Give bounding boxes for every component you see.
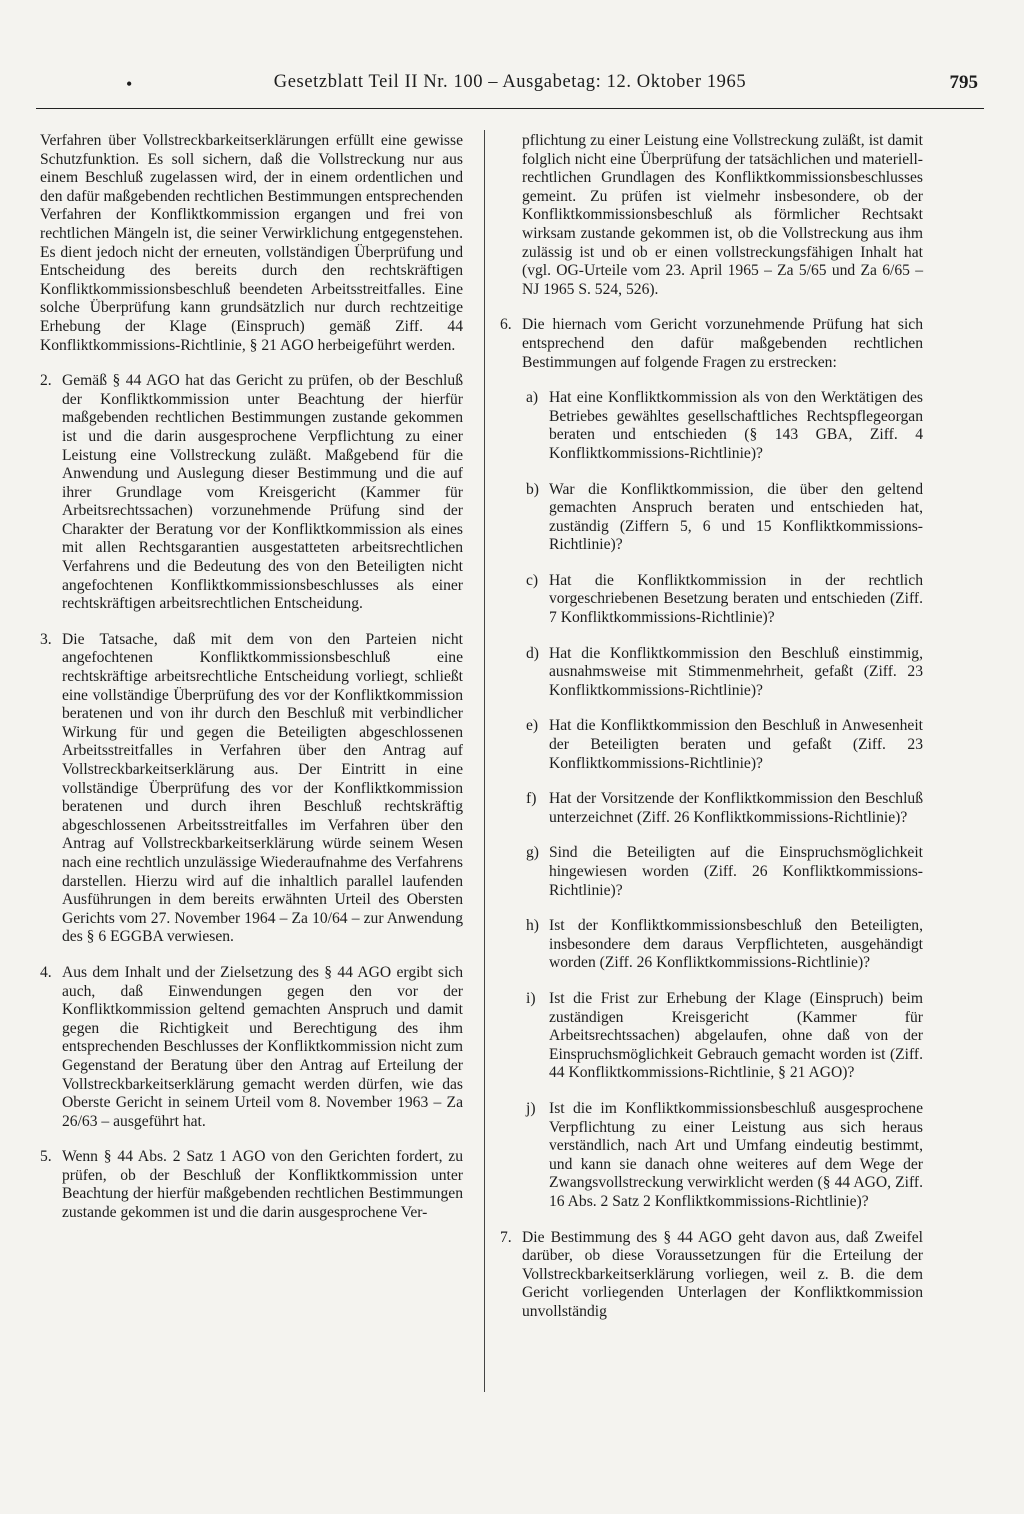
item-text: Die Tatsache, daß mit dem von den Parteien nicht angefochtenen Konfliktkommissionsbeschluß eine rechtskräftige arbeitsrechtliche Entscheidung vorliegt, schließt eine vollständige Überprüfung des vor der Konfliktkommission beratenen und von ihr durch den Beschluß mit verbindlicher Wirkung für und gegen die Beteiligten abgeschlossenen Arbeitsstreitfalles in Verfahren über den Antrag auf Vollstreckbarkeitserklärung aus. Der Eintritt in eine vollständige Überprüfung des vor der Konfliktkommission beratenen und durch ihren Beschluß rechtskräftig abgeschlossenen Arbeitsstreitfalles im Verfahren über den Antrag auf Vollstreckbarkeitserklärung würde seinem Wesen nach eine rechtlich unzulässige Wiederaufnahme des Verfahrens darstellen. Hierzu wird auf die inhaltlich parallel laufenden Ausführungen in dem bereits erwähnten Urteil des Obersten Gerichts vom 27. November 1964 – Za 10/64 – zur Anwendung des § 6 EGGBA verwiesen. bbox=[62, 630, 463, 946]
subitem-letter: a) bbox=[526, 389, 539, 407]
header-marker: • bbox=[126, 74, 133, 94]
item-number: 3. bbox=[40, 630, 52, 648]
item-number: 5. bbox=[40, 1148, 52, 1166]
column-divider bbox=[484, 130, 485, 1392]
item-text: Gemäß § 44 AGO hat das Gericht zu prüfen, ob der Beschluß der Konfliktkommission unter Beachtung der hierfür maßgebenden rechtlichen Bestimmungen zustande gekommen ist und die darin ausgesprochene Verpflichtung zu einer Leistung eine Vollstreckung zuläßt. Maßgebend für die Anwendung und Auslegung dieser Bestimmung und die auf ihrer Grundlage vom Kreisgericht (Kammer für Arbeitsrechtssachen) vorzunehmende Prüfung sind der Charakter der Beratung vor der Konfliktkommission als eines mit allen Rechtsgarantien ausgestatteten arbeitsrechtlichen Verfahrens und die Bedeutung des von den Beteiligten nicht angefochtenen Konfliktkommissionsbeschlusses als einer rechtskräftigen arbeitsrechtlichen Entscheidung. bbox=[62, 372, 463, 613]
item-number: 4. bbox=[40, 963, 52, 981]
subitem-text: War die Konfliktkommission, die über den geltend gemachten Anspruch beraten und entschieden hat, zuständig (Ziffern 5, 6 und 15 Konfliktkommissions-Richtlinie)? bbox=[549, 480, 923, 554]
list-item-2 bbox=[40, 372, 463, 614]
intro-paragraph: Verfahren über Vollstreckbarkeitserklärungen erfüllt eine gewisse Schutzfunktion. Es soll sichern, daß die Vollstreckung nur aus einem Beschluß zugelassen wird, der in einem ordentlichen und den dafür maßgebenden rechtlichen Bestimmungen entsprechenden Verfahren der Konfliktkommission ergangen und frei von rechtlichen Mängeln ist, die seiner Verwirklichung entgegenstehen. Es dient jedoch nicht der erneuten, vollständigen Überprüfung und Entscheidung des bereits durch den rechtskräftigen Konfliktkommissionsbeschluß beendeten Arbeitsstreitfalles. Eine solche Überprüfung kann grundsätzlich nur durch rechtzeitige Erhebung der Klage (Einspruch) gemäß Ziff. 44 Konfliktkommissions-Richtlinie, § 21 AGO herbeigeführt werden. bbox=[40, 132, 463, 354]
subitem-text: Hat die Konfliktkommission in der rechtlich vorgeschriebenen Besetzung beraten und entschieden (Ziff. 7 Konfliktkommissions-Richtlinie)? bbox=[549, 571, 923, 627]
subitem-letter: e) bbox=[526, 717, 539, 735]
item-text: Die hiernach vom Gericht vorzunehmende Prüfung hat sich entsprechend den dafür maßgebenden rechtlichen Bestimmungen auf folgende Fragen zu erstrecken: bbox=[522, 316, 923, 371]
subitem-letter: j) bbox=[526, 1099, 536, 1117]
subitem-letter: d) bbox=[526, 644, 539, 662]
subitem-f bbox=[500, 790, 923, 827]
subitem-letter: f) bbox=[526, 790, 537, 808]
subitem-text: Ist die im Konfliktkommissionsbeschluß ausgesprochene Verpflichtung zu einer Leistung aus sich heraus verständlich, nach Art und Umfang eindeutig bestimmt, und kann sie danach ohne weiteres auf dem Wege der Zwangsvollstreckung verwirklicht werden (§ 44 AGO, Ziff. 16 Abs. 2 Satz 2 Konfliktkommissions-Richtlinie)? bbox=[549, 1099, 923, 1210]
subitem-h bbox=[500, 917, 923, 973]
item-number: 6. bbox=[500, 316, 512, 334]
header-rule bbox=[36, 108, 984, 109]
subitem-b bbox=[500, 481, 923, 555]
subitem-i bbox=[500, 990, 923, 1083]
subitem-j bbox=[500, 1100, 923, 1212]
left-column bbox=[40, 132, 463, 1240]
subitem-g bbox=[500, 844, 923, 900]
subitem-a bbox=[500, 389, 923, 463]
page-number: 795 bbox=[949, 72, 978, 93]
subitem-e bbox=[500, 717, 923, 773]
item-number: 2. bbox=[40, 372, 52, 390]
subitem-text: Ist der Konfliktkommissionsbeschluß den Beteiligten, insbesondere dem daraus Verpflichteten, ausgehändigt worden (Ziff. 26 Konfliktkommissions-Richtlinie)? bbox=[549, 917, 923, 972]
subitem-text: Hat eine Konfliktkommission als von den Werktätigen des Betriebes gewähltes gesellschaftliches Rechtspflegeorgan beraten und entschieden (§ 143 GBA, Ziff. 4 Konfliktkommissions-Richtlinie)? bbox=[549, 389, 923, 462]
subitem-letter: h) bbox=[526, 917, 539, 935]
item-number: 7. bbox=[500, 1228, 512, 1246]
list-item-4 bbox=[40, 964, 463, 1131]
subitem-text: Hat der Vorsitzende der Konfliktkommission den Beschluß unterzeichnet (Ziff. 26 Konfliktkommissions-Richtlinie)? bbox=[549, 790, 923, 826]
running-title: Gesetzblatt Teil II Nr. 100 – Ausgabetag: 12. Oktober 1965 bbox=[273, 72, 747, 92]
item-text: Die Bestimmung des § 44 AGO geht davon aus, daß Zweifel darüber, ob diese Voraussetzungen für die Erteilung der Vollstreckbarkeitserklärung vorliegen, weil z. B. die dem Gericht vorliegenden Unterlagen der Konfliktkommission unvollständig bbox=[522, 1228, 923, 1320]
subitem-text: Hat die Konfliktkommission den Beschluß einstimmig, ausnahmsweise mit Stimmenmehrheit, gefaßt (Ziff. 23 Konfliktkommissions-Richtlinie)? bbox=[549, 644, 923, 699]
subitem-text: Ist die Frist zur Erhebung der Klage (Einspruch) beim zuständigen Kreisgericht (Kammer für Arbeitsrechtssachen) abgelaufen, ohne daß von der Einspruchsmöglichkeit Gebrauch gemacht worden ist (Ziff. 44 Konfliktkommissions-Richtlinie, § 21 AGO)? bbox=[549, 989, 923, 1082]
subitem-text: Sind die Beteiligten auf die Einspruchsmöglichkeit hingewiesen worden (Ziff. 26 Konfliktkommissions-Richtlinie)? bbox=[549, 844, 923, 899]
right-column bbox=[500, 132, 923, 1338]
subitem-letter: c) bbox=[526, 571, 539, 589]
page-header bbox=[36, 0, 984, 108]
item-text: Aus dem Inhalt und der Zielsetzung des § 44 AGO ergibt sich auch, daß Einwendungen gegen den vor der Konfliktkommission geltend gemachten Anspruch und damit gegen die Richtigkeit und Berechtigung des ihm entsprechenden Beschlusses der Konfliktkommission nicht zum Gegenstand der Beratung über den Antrag auf Erteilung der Vollstreckbarkeitserklärung gemacht werden dürfen, wie das Oberste Gericht in seinem Urteil vom 8. November 1963 – Za 26/63 – ausgeführt hat. bbox=[62, 963, 463, 1130]
list-item-6 bbox=[500, 316, 923, 372]
subitem-letter: g) bbox=[526, 844, 539, 862]
subitem-c bbox=[500, 572, 923, 628]
list-item-3 bbox=[40, 631, 463, 947]
subitem-letter: b) bbox=[526, 480, 539, 498]
item-text: Wenn § 44 Abs. 2 Satz 1 AGO von den Gerichten fordert, zu prüfen, ob der Beschluß der Konfliktkommission unter Beachtung der hierfür maßgebenden rechtlichen Bestimmungen zustande gekommen ist und die darin ausgesprochene Ver- bbox=[62, 1148, 463, 1222]
list-item-5 bbox=[40, 1148, 463, 1222]
subitem-letter: i) bbox=[526, 989, 536, 1007]
subitem-d bbox=[500, 645, 923, 701]
subitem-text: Hat die Konfliktkommission den Beschluß in Anwesenheit der Beteiligten beraten und gefaßt (Ziff. 23 Konfliktkommissions-Richtlinie)? bbox=[549, 717, 923, 772]
continuation-paragraph: pflichtung zu einer Leistung eine Vollstreckung zuläßt, ist damit folglich nicht eine Überprüfung der tatsächlichen und materiell-rechtlichen Grundlagen des Konfliktkommissionsbeschlusses gemeint. Zu prüfen ist vielmehr insbesondere, ob der Konfliktkommissionsbeschluß als förmlicher Rechtsakt wirksam zustande gekommen ist, ob die Vollstreckung aus ihm zulässig ist und ob er einen vollstreckungsfähigen Inhalt hat (vgl. OG-Urteile vom 23. April 1965 – Za 5/65 und Za 6/65 – NJ 1965 S. 524, 526). bbox=[522, 132, 923, 298]
list-item-7 bbox=[500, 1229, 923, 1322]
